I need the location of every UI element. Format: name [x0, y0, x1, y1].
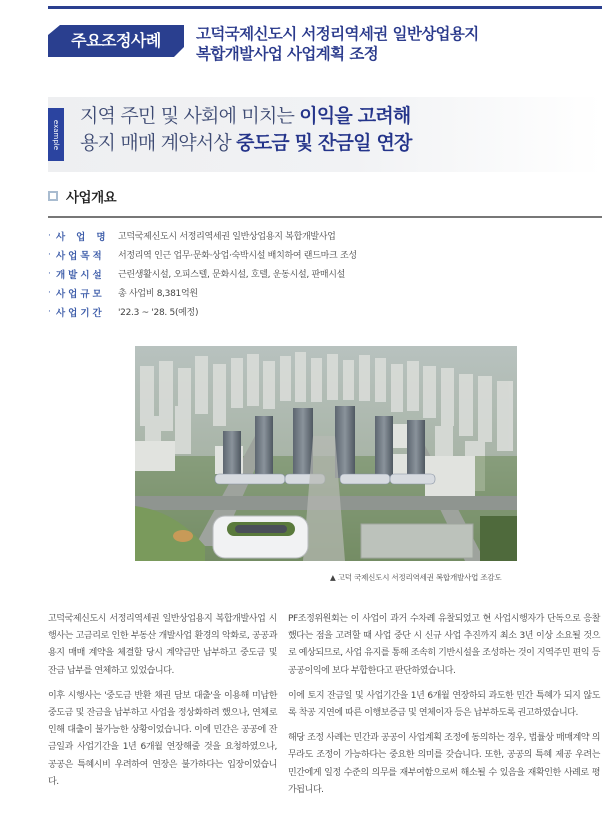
- paragraph: 해당 조정 사례는 민간과 공공이 사업계획 조정에 동의하는 경우, 법률상 매매계약 의무라도 조정이 가능하다는 중요한 의미를 갖습니다. 또한, 공공의 특혜 제공 우려는 민간에게 일정 수준의 의무를 재부여함으로써 해소될 수 있음을 재확인한 사례로 평가됩니다.: [288, 733, 600, 795]
- section-divider: [48, 216, 602, 218]
- overview-list: [48, 226, 357, 321]
- aerial-rendering-image: [135, 346, 517, 561]
- dot-bullet-icon: ·: [48, 249, 51, 260]
- list-item: [48, 283, 357, 302]
- info-value: 근린생활시설, 오피스텔, 문화시설, 호텔, 운동시설, 판매시설: [118, 270, 346, 280]
- list-item: [48, 245, 357, 264]
- square-bullet-icon: [48, 191, 58, 201]
- body-column-right: [288, 611, 600, 807]
- dot-bullet-icon: ·: [48, 306, 51, 317]
- example-tag: example: [48, 108, 64, 161]
- paragraph: 이후 시행사는 '중도금 반환 채권 담보 대출'을 이용해 미납한 중도금 및 잔금을 납부하고 사업을 정상화하려 했으나, 연체로 인해 대출이 불가능한 상황이었습니다. 이에 민간은 공공에 잔금일과 사업기간을 1년 6개월 연장해줄 것을 요청하였으나, 공공은 특혜시비 우려하여 연장은 불가하다는 입장이었습니다.: [48, 690, 277, 787]
- figure-caption: ▲ 고덕 국제신도시 서정리역세권 복합개발사업 조감도: [330, 573, 502, 582]
- page-title: [196, 24, 479, 64]
- info-label: 사업기간: [56, 307, 105, 319]
- example-headline: [80, 103, 412, 157]
- dot-bullet-icon: ·: [48, 287, 51, 298]
- section-header-overview: [48, 186, 116, 206]
- info-value: 서정리역 인근 업무·문화·상업·숙박시설 배치하여 랜드마크 조성: [118, 251, 357, 261]
- headline-line-2: 용지 매매 계약서상 중도금 및 잔금일 연장: [80, 132, 412, 154]
- paragraph: PF조정위원회는 이 사업이 과거 수차례 유찰되었고 현 사업시행자가 단독으로 응찰했다는 점을 고려할 때 사업 중단 시 신규 사업 추진까지 최소 3년 이상 소요될 것으로 예상되므로, 사업 유지를 통해 조속히 기반시설을 조성하는 것이 지역주민 편익 등 공공이익에 보다 부합한다고 판단하였습니다.: [288, 614, 600, 676]
- category-badge: [48, 25, 184, 57]
- paragraph: 이에 토지 잔금일 및 사업기간을 1년 6개월 연장하되 과도한 민간 특혜가 되지 않도록 착공 지연에 따른 이행보증금 및 연체이자 등은 납부하도록 권고하였습니다.: [288, 690, 600, 719]
- info-label: 사업규모: [56, 288, 105, 300]
- badge-label: 주요조정사례: [71, 31, 161, 50]
- info-label: 사업명: [56, 231, 117, 243]
- dot-bullet-icon: ·: [48, 268, 51, 279]
- dot-bullet-icon: ·: [48, 230, 51, 241]
- paragraph: 고덕국제신도시 서정리역세권 일반상업용지 복합개발사업 시행사는 고금리로 인한 부동산 개발사업 환경의 악화로, 공공과 용지 매매 계약을 체결할 당시 계약금만 납부하고 중도금 및 잔금 납부를 연체하고 있었습니다.: [48, 614, 277, 676]
- info-label: 사업목적: [56, 250, 105, 262]
- title-line-2: 복합개발사업 사업계획 조정: [196, 45, 379, 63]
- top-rule: [48, 6, 602, 9]
- section-title: 사업개요: [66, 190, 117, 206]
- list-item: [48, 226, 357, 245]
- city-aerial-illustration: [135, 346, 517, 561]
- info-value: 총 사업비 8,381억원: [118, 289, 198, 299]
- info-label: 개발시설: [56, 269, 105, 281]
- info-value: 고덕국제신도시 서정리역세권 일반상업용지 복합개발사업: [118, 232, 336, 242]
- body-column-left: [48, 611, 277, 799]
- list-item: [48, 302, 357, 321]
- list-item: [48, 264, 357, 283]
- info-value: '22.3 ~ '28. 5(예정): [118, 308, 199, 318]
- title-line-1: 고덕국제신도시 서정리역세권 일반상업용지: [196, 25, 479, 43]
- headline-line-1: 지역 주민 및 사회에 미치는 이익을 고려해: [80, 105, 411, 127]
